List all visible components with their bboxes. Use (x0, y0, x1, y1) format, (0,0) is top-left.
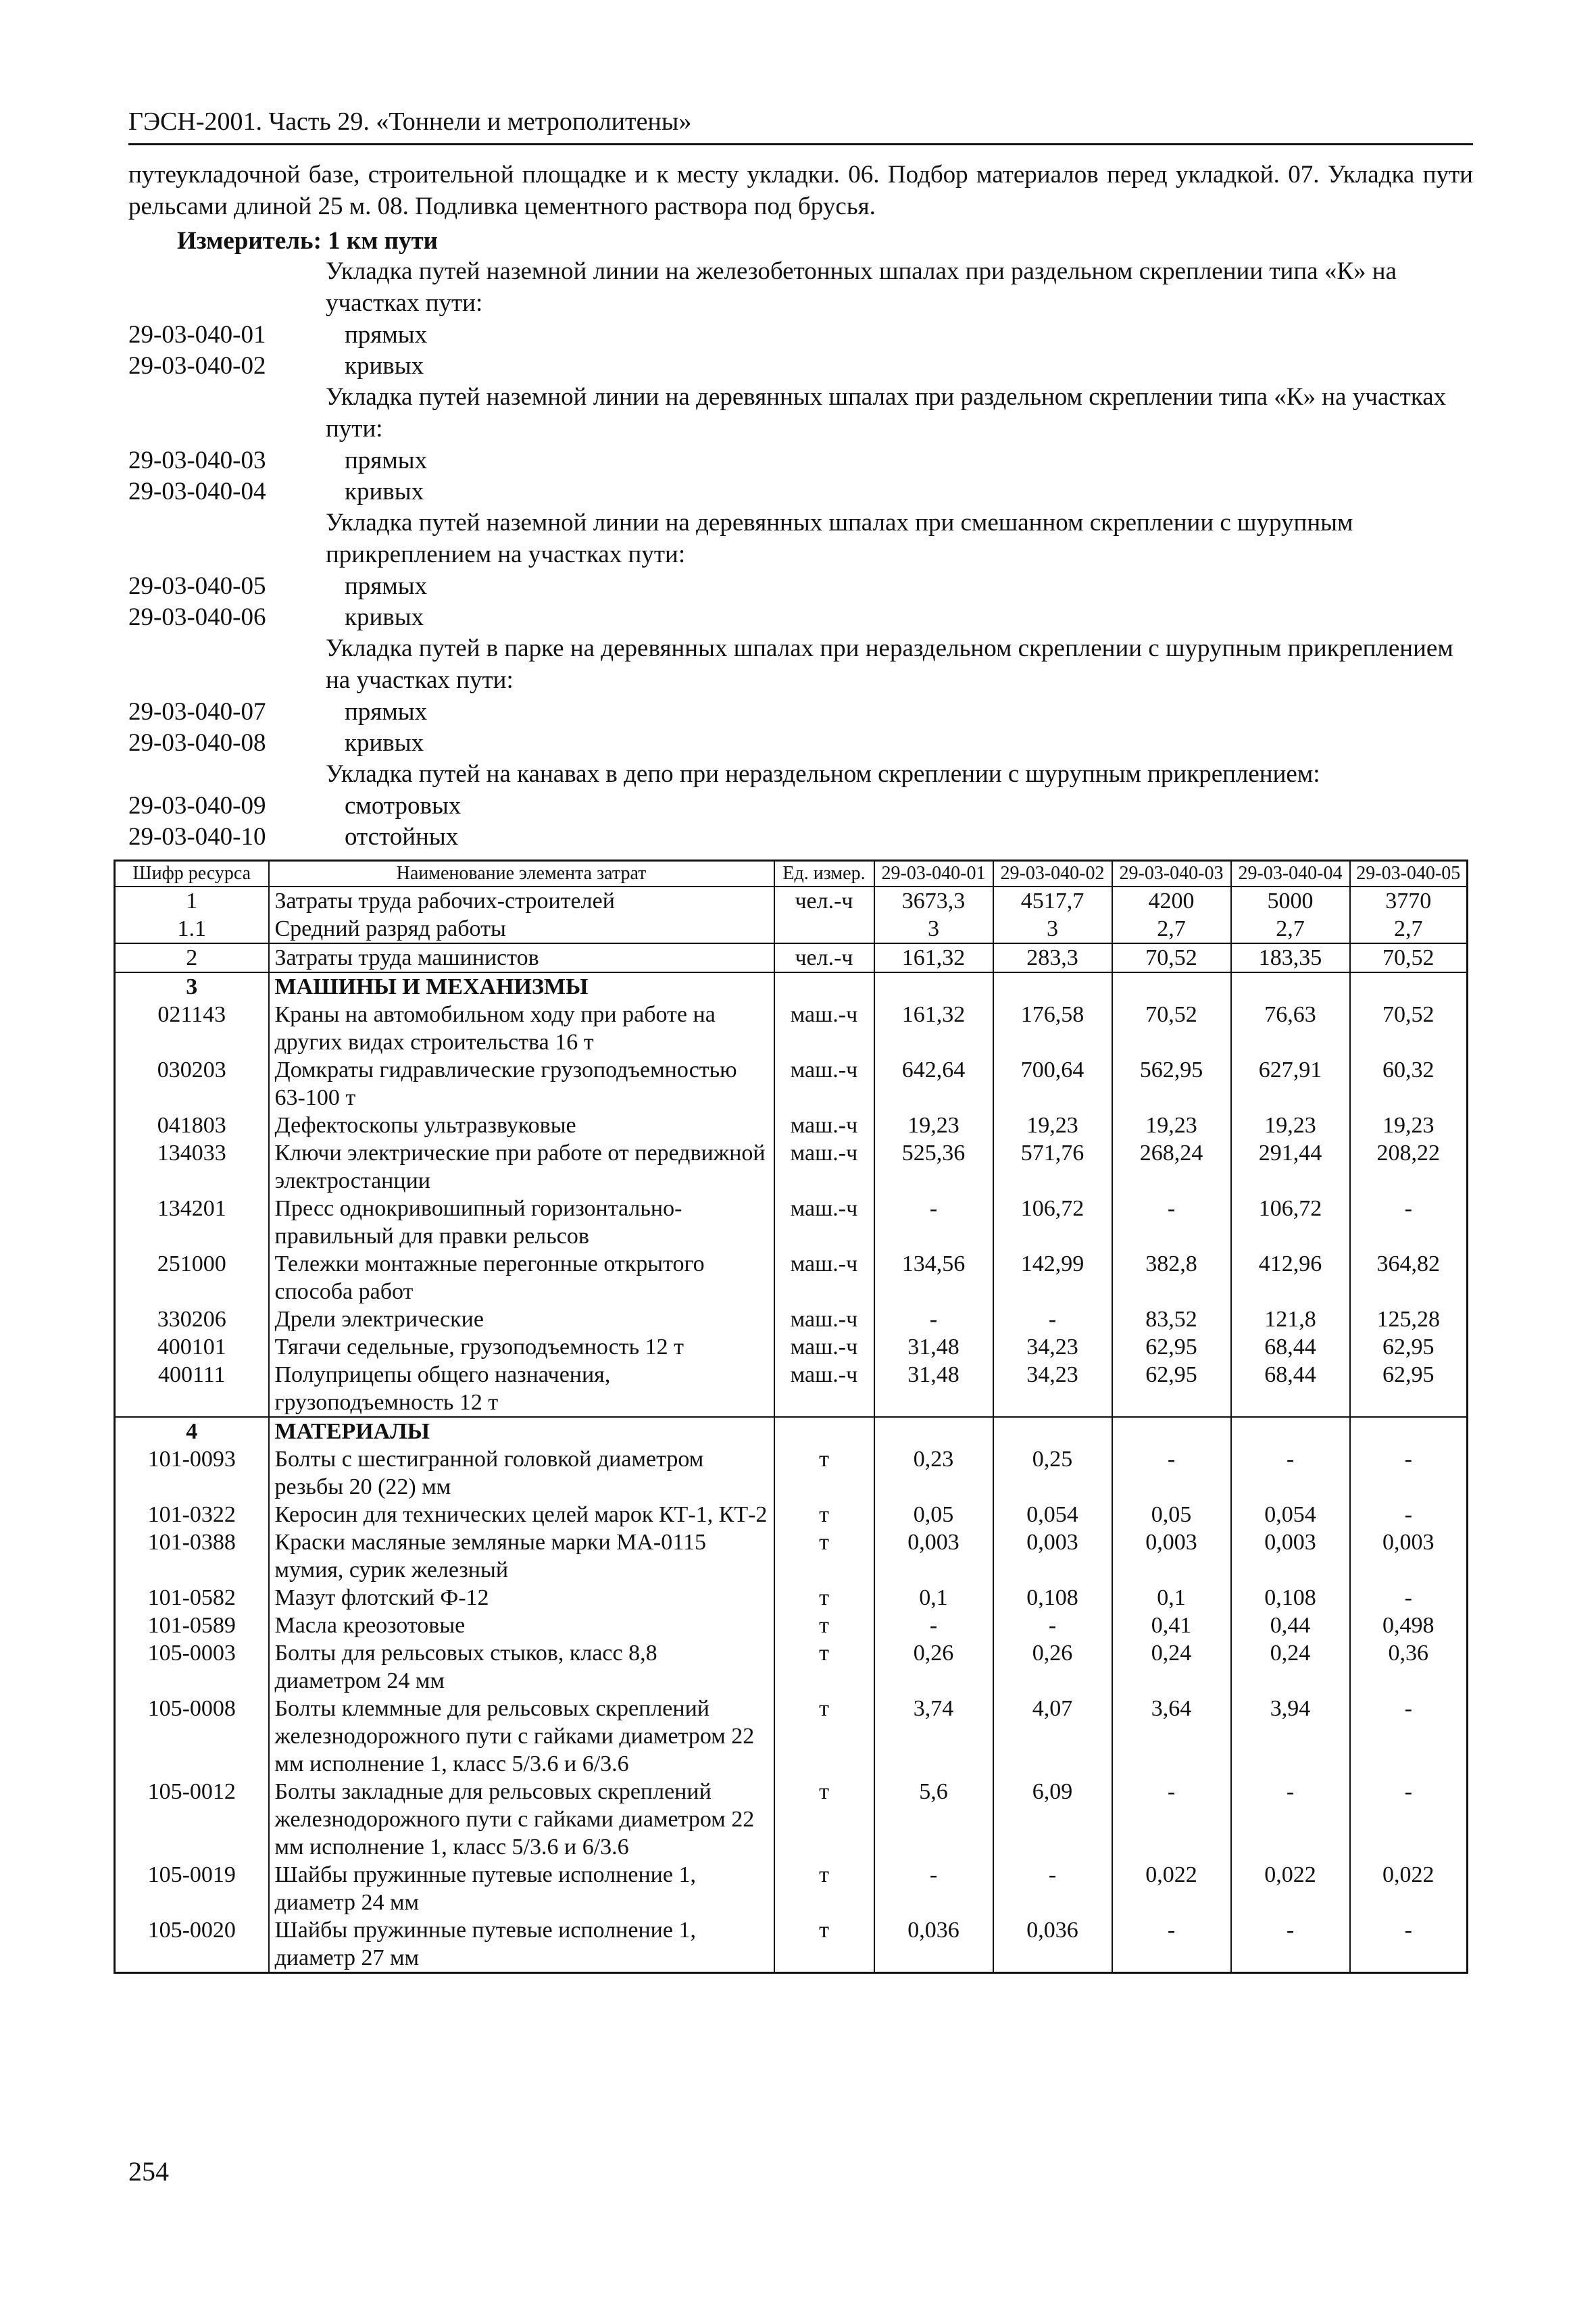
resource-code-cell: 030203 (115, 1056, 269, 1112)
code-label: смотровых (345, 792, 462, 820)
resource-code-cell: 105-0019 (115, 1861, 269, 1916)
value-cell (1231, 1417, 1350, 1445)
value-cell: 0,24 (1231, 1639, 1350, 1695)
value-cell: 0,41 (1112, 1612, 1231, 1639)
value-cell: 3,74 (874, 1695, 993, 1778)
value-cell (993, 972, 1112, 1001)
unit-cell: т (774, 1695, 874, 1778)
table-row (115, 915, 1468, 943)
value-cell: 0,36 (1350, 1639, 1468, 1695)
value-cell: 0,25 (993, 1445, 1112, 1501)
value-cell: 0,1 (1112, 1584, 1231, 1612)
value-cell: 142,99 (993, 1250, 1112, 1305)
unit-cell: т (774, 1861, 874, 1916)
resource-name-cell: Болты закладные для рельсовых скреплений железнодорожного пути с гайками диаметром 22 мм исполнение 1, класс 5/3.6 и 6/3.6 (269, 1778, 774, 1861)
code-number: 29-03-040-10 (128, 823, 266, 851)
resource-name-cell: Полуприцепы общего назначения, грузоподъемность 12 т (269, 1361, 774, 1417)
value-cell: 31,48 (874, 1333, 993, 1361)
table-row (115, 1333, 1468, 1361)
table-row (115, 1778, 1468, 1861)
value-cell: - (874, 1195, 993, 1250)
resource-code-cell: 105-0003 (115, 1639, 269, 1695)
value-cell: 70,52 (1112, 1001, 1231, 1056)
value-cell: 0,003 (874, 1528, 993, 1584)
unit-cell (774, 915, 874, 943)
code-label: прямых (345, 447, 428, 474)
value-cell: - (874, 1612, 993, 1639)
resource-code-cell: 105-0012 (115, 1778, 269, 1861)
resource-code-cell: 041803 (115, 1112, 269, 1139)
value-cell: 291,44 (1231, 1139, 1350, 1195)
value-cell: 627,91 (1231, 1056, 1350, 1112)
resource-code-cell: 1 (115, 887, 269, 915)
table-row (115, 943, 1468, 972)
value-cell: - (1231, 1916, 1350, 1973)
value-cell: - (1112, 1195, 1231, 1250)
code-number: 29-03-040-04 (128, 478, 266, 505)
resource-name-cell: Краны на автомобильном ходу при работе на других видах строительства 16 т (269, 1001, 774, 1056)
value-cell: 19,23 (1231, 1112, 1350, 1139)
value-cell: 76,63 (1231, 1001, 1350, 1056)
value-cell: 3673,3 (874, 887, 993, 915)
code-number: 29-03-040-01 (128, 321, 266, 349)
value-cell: 34,23 (993, 1333, 1112, 1361)
value-cell: 0,1 (874, 1584, 993, 1612)
value-cell: 19,23 (874, 1112, 993, 1139)
resource-code-cell: 101-0322 (115, 1501, 269, 1528)
value-cell: 208,22 (1350, 1139, 1468, 1195)
table-row (115, 1916, 1468, 1973)
resource-name-cell: МАТЕРИАЛЫ (269, 1417, 774, 1445)
resource-name-cell: МАШИНЫ И МЕХАНИЗМЫ (269, 972, 774, 1001)
resource-name-cell: Тягачи седельные, грузоподъемность 12 т (269, 1333, 774, 1361)
resource-name-cell: Болты для рельсовых стыков, класс 8,8 диаметром 24 мм (269, 1639, 774, 1695)
value-cell: 34,23 (993, 1361, 1112, 1417)
value-cell: 6,09 (993, 1778, 1112, 1861)
resource-name-cell: Тележки монтажные перегонные открытого способа работ (269, 1250, 774, 1305)
intro-text: путеукладочной базе, строительной площадке и к месту укладки. 06. Подбор материалов перед укладкой. 07. Укладка пути рельсами длиной 25 м. 08. Подливка цементного раствора под брусья. (128, 161, 1473, 220)
resource-code-cell: 101-0589 (115, 1612, 269, 1639)
value-cell: - (993, 1861, 1112, 1916)
value-cell: 0,05 (1112, 1501, 1231, 1528)
group-title: Укладка путей наземной линии на железобетонных шпалах при раздельном скреплении типа «К» на участках пути: (326, 257, 1397, 317)
value-cell: 68,44 (1231, 1333, 1350, 1361)
resource-code-cell: 4 (115, 1417, 269, 1445)
header-cell: 29-03-040-03 (1112, 861, 1231, 887)
code-number: 29-03-040-09 (128, 792, 266, 820)
value-cell: 106,72 (993, 1195, 1112, 1250)
value-cell (874, 1417, 993, 1445)
table-row (115, 972, 1468, 1001)
resource-code-cell: 134201 (115, 1195, 269, 1250)
value-cell: - (993, 1612, 1112, 1639)
value-cell: - (1350, 1501, 1468, 1528)
value-cell: 2,7 (1350, 915, 1468, 943)
value-cell: - (1112, 1778, 1231, 1861)
table-header-row (115, 861, 1468, 887)
value-cell: 700,64 (993, 1056, 1112, 1112)
table-row (115, 1861, 1468, 1916)
resource-name-cell: Затраты труда рабочих-строителей (269, 887, 774, 915)
value-cell: 176,58 (993, 1001, 1112, 1056)
code-label: прямых (345, 698, 428, 726)
value-cell: 0,23 (874, 1445, 993, 1501)
unit-cell: маш.-ч (774, 1305, 874, 1333)
resource-name-cell: Средний разряд работы (269, 915, 774, 943)
unit-cell: маш.-ч (774, 1361, 874, 1417)
resource-name-cell: Шайбы пружинные путевые исполнение 1, диаметр 27 мм (269, 1916, 774, 1973)
code-label: прямых (345, 321, 428, 349)
value-cell: 0,26 (993, 1639, 1112, 1695)
value-cell: - (993, 1305, 1112, 1333)
unit-cell: т (774, 1778, 874, 1861)
value-cell (874, 972, 993, 1001)
table-row (115, 1250, 1468, 1305)
resource-table (114, 860, 1468, 1974)
value-cell: 0,003 (1112, 1528, 1231, 1584)
table-row (115, 1112, 1468, 1139)
value-cell: 0,054 (993, 1501, 1112, 1528)
header-cell: 29-03-040-02 (993, 861, 1112, 887)
table-row (115, 1584, 1468, 1612)
value-cell: - (1350, 1916, 1468, 1973)
resource-name-cell: Краски масляные земляные марки МА-0115 мумия, сурик железный (269, 1528, 774, 1584)
value-cell: 70,52 (1350, 943, 1468, 972)
value-cell: 525,36 (874, 1139, 993, 1195)
code-number: 29-03-040-06 (128, 603, 266, 631)
unit-cell (774, 1417, 874, 1445)
value-cell (1231, 972, 1350, 1001)
table-row (115, 1528, 1468, 1584)
value-cell: 5000 (1231, 887, 1350, 915)
value-cell: 19,23 (1350, 1112, 1468, 1139)
resource-code-cell: 101-0582 (115, 1584, 269, 1612)
resource-name-cell: Масла креозотовые (269, 1612, 774, 1639)
unit-cell: т (774, 1528, 874, 1584)
unit-cell: чел.-ч (774, 887, 874, 915)
value-cell: - (1112, 1916, 1231, 1973)
value-cell: - (1231, 1445, 1350, 1501)
value-cell (1112, 972, 1231, 1001)
value-cell: 364,82 (1350, 1250, 1468, 1305)
group-title: Укладка путей наземной линии на деревянных шпалах при раздельном скреплении типа «К» на участках пути: (326, 383, 1447, 443)
table-row (115, 1001, 1468, 1056)
value-cell: 19,23 (993, 1112, 1112, 1139)
resource-code-cell: 101-0093 (115, 1445, 269, 1501)
value-cell: 125,28 (1350, 1305, 1468, 1333)
header-cell: Ед. измер. (774, 861, 874, 887)
group-title: Укладка путей наземной линии на деревянных шпалах при смешанном скреплении с шурупным прикреплением на участках пути: (326, 509, 1353, 568)
header-cell: 29-03-040-04 (1231, 861, 1350, 887)
unit-cell: т (774, 1501, 874, 1528)
unit-cell: маш.-ч (774, 1139, 874, 1195)
header-cell: 29-03-040-01 (874, 861, 993, 887)
resource-code-cell: 105-0008 (115, 1695, 269, 1778)
value-cell: 3770 (1350, 887, 1468, 915)
value-cell: 68,44 (1231, 1361, 1350, 1417)
value-cell: 19,23 (1112, 1112, 1231, 1139)
value-cell: 0,498 (1350, 1612, 1468, 1639)
value-cell: 0,036 (874, 1916, 993, 1973)
value-cell (1112, 1417, 1231, 1445)
resource-code-cell: 251000 (115, 1250, 269, 1305)
unit-cell: т (774, 1584, 874, 1612)
value-cell: - (874, 1861, 993, 1916)
value-cell: 31,48 (874, 1361, 993, 1417)
resource-code-cell: 3 (115, 972, 269, 1001)
code-label: отстойных (345, 823, 459, 851)
value-cell: 0,05 (874, 1501, 993, 1528)
table-row (115, 1305, 1468, 1333)
value-cell: 183,35 (1231, 943, 1350, 972)
value-cell: 161,32 (874, 943, 993, 972)
value-cell: 0,108 (993, 1584, 1112, 1612)
table-row (115, 1612, 1468, 1639)
resource-name-cell: Мазут флотский Ф-12 (269, 1584, 774, 1612)
value-cell: 0,022 (1350, 1861, 1468, 1916)
value-cell: 412,96 (1231, 1250, 1350, 1305)
value-cell: 2,7 (1112, 915, 1231, 943)
value-cell: 0,003 (993, 1528, 1112, 1584)
value-cell: 4,07 (993, 1695, 1112, 1778)
table-row (115, 1639, 1468, 1695)
value-cell: 106,72 (1231, 1195, 1350, 1250)
page-number: 254 (128, 2156, 169, 2187)
resource-code-cell: 021143 (115, 1001, 269, 1056)
resource-name-cell: Керосин для технических целей марок КТ-1, КТ-2 (269, 1501, 774, 1528)
unit-cell: чел.-ч (774, 943, 874, 972)
resource-name-cell: Ключи электрические при работе от передвижной электростанции (269, 1139, 774, 1195)
value-cell: 62,95 (1350, 1333, 1468, 1361)
value-cell: - (1350, 1695, 1468, 1778)
value-cell: 642,64 (874, 1056, 993, 1112)
page-header: ГЭСН-2001. Часть 29. «Тоннели и метрополитены» (128, 101, 1473, 145)
resource-name-cell: Пресс однокривошипный горизонтально-правильный для правки рельсов (269, 1195, 774, 1250)
resource-name-cell: Домкраты гидравлические грузоподъемностью 63-100 т (269, 1056, 774, 1112)
value-cell: 0,44 (1231, 1612, 1350, 1639)
value-cell: 2,7 (1231, 915, 1350, 943)
value-cell: 0,036 (993, 1916, 1112, 1973)
value-cell: 5,6 (874, 1778, 993, 1861)
table-row (115, 1139, 1468, 1195)
resource-code-cell: 134033 (115, 1139, 269, 1195)
resource-code-cell: 101-0388 (115, 1528, 269, 1584)
value-cell: 4517,7 (993, 887, 1112, 915)
code-number: 29-03-040-08 (128, 729, 266, 757)
resource-code-cell: 1.1 (115, 915, 269, 943)
resource-name-cell: Шайбы пружинные путевые исполнение 1, диаметр 24 мм (269, 1861, 774, 1916)
value-cell: 134,56 (874, 1250, 993, 1305)
header-cell: Наименование элемента затрат (269, 861, 774, 887)
unit-cell: т (774, 1639, 874, 1695)
value-cell: 161,32 (874, 1001, 993, 1056)
unit-cell: маш.-ч (774, 1333, 874, 1361)
value-cell (1350, 972, 1468, 1001)
unit-cell: маш.-ч (774, 1195, 874, 1250)
value-cell: 0,022 (1112, 1861, 1231, 1916)
resource-code-cell: 105-0020 (115, 1916, 269, 1973)
value-cell: 0,022 (1231, 1861, 1350, 1916)
value-cell (1350, 1417, 1468, 1445)
code-label: кривых (345, 729, 424, 757)
value-cell: 562,95 (1112, 1056, 1231, 1112)
code-number: 29-03-040-07 (128, 698, 266, 726)
resource-name-cell: Болты с шестигранной головкой диаметром резьбы 20 (22) мм (269, 1445, 774, 1501)
code-number: 29-03-040-02 (128, 352, 266, 380)
header-cell: 29-03-040-05 (1350, 861, 1468, 887)
unit-cell: т (774, 1445, 874, 1501)
table-row (115, 1056, 1468, 1112)
code-label: кривых (345, 478, 424, 505)
measure-unit: Измеритель: 1 км пути (177, 227, 438, 255)
code-number: 29-03-040-03 (128, 447, 266, 474)
code-label: кривых (345, 352, 424, 380)
unit-cell: маш.-ч (774, 1112, 874, 1139)
code-number: 29-03-040-05 (128, 572, 266, 600)
resource-name-cell: Дефектоскопы ультразвуковые (269, 1112, 774, 1139)
code-label: кривых (345, 603, 424, 631)
group-title: Укладка путей в парке на деревянных шпалах при нераздельном скреплении с шурупным прикреплением на участках пути: (326, 634, 1453, 694)
value-cell: - (1350, 1584, 1468, 1612)
resource-code-cell: 2 (115, 943, 269, 972)
table-row (115, 1417, 1468, 1445)
value-cell: 268,24 (1112, 1139, 1231, 1195)
value-cell: 0,003 (1231, 1528, 1350, 1584)
value-cell: 0,26 (874, 1639, 993, 1695)
value-cell: 382,8 (1112, 1250, 1231, 1305)
value-cell: - (1231, 1778, 1350, 1861)
value-cell: 0,003 (1350, 1528, 1468, 1584)
value-cell: 571,76 (993, 1139, 1112, 1195)
value-cell: 3 (993, 915, 1112, 943)
value-cell: 62,95 (1112, 1333, 1231, 1361)
unit-cell (774, 972, 874, 1001)
value-cell: 83,52 (1112, 1305, 1231, 1333)
value-cell: 62,95 (1112, 1361, 1231, 1417)
value-cell: 3 (874, 915, 993, 943)
value-cell: 70,52 (1112, 943, 1231, 972)
value-cell: 4200 (1112, 887, 1231, 915)
unit-cell: маш.-ч (774, 1056, 874, 1112)
resource-code-cell: 400101 (115, 1333, 269, 1361)
table-row (115, 1695, 1468, 1778)
header-cell: Шифр ресурса (115, 861, 269, 887)
value-cell: 0,24 (1112, 1639, 1231, 1695)
unit-cell: маш.-ч (774, 1250, 874, 1305)
value-cell: 62,95 (1350, 1361, 1468, 1417)
value-cell: - (874, 1305, 993, 1333)
table-row (115, 1445, 1468, 1501)
unit-cell: маш.-ч (774, 1001, 874, 1056)
value-cell: 121,8 (1231, 1305, 1350, 1333)
code-label: прямых (345, 572, 428, 600)
unit-cell: т (774, 1612, 874, 1639)
table-row (115, 887, 1468, 915)
value-cell: - (1350, 1778, 1468, 1861)
value-cell: 3,64 (1112, 1695, 1231, 1778)
unit-cell: т (774, 1916, 874, 1973)
resource-name-cell: Болты клеммные для рельсовых скреплений железнодорожного пути с гайками диаметром 22 мм исполнение 1, класс 5/3.6 и 6/3.6 (269, 1695, 774, 1778)
resource-code-cell: 330206 (115, 1305, 269, 1333)
value-cell: 283,3 (993, 943, 1112, 972)
value-cell: - (1112, 1445, 1231, 1501)
value-cell: - (1350, 1195, 1468, 1250)
table-row (115, 1361, 1468, 1417)
value-cell: 0,108 (1231, 1584, 1350, 1612)
resource-name-cell: Дрели электрические (269, 1305, 774, 1333)
value-cell (993, 1417, 1112, 1445)
resource-name-cell: Затраты труда машинистов (269, 943, 774, 972)
value-cell: - (1350, 1445, 1468, 1501)
value-cell: 70,52 (1350, 1001, 1468, 1056)
value-cell: 3,94 (1231, 1695, 1350, 1778)
value-cell: 60,32 (1350, 1056, 1468, 1112)
group-title: Укладка путей на канавах в депо при нераздельном скреплении с шурупным прикреплением: (326, 760, 1320, 788)
resource-code-cell: 400111 (115, 1361, 269, 1417)
table-row (115, 1501, 1468, 1528)
table-row (115, 1195, 1468, 1250)
value-cell: 0,054 (1231, 1501, 1350, 1528)
